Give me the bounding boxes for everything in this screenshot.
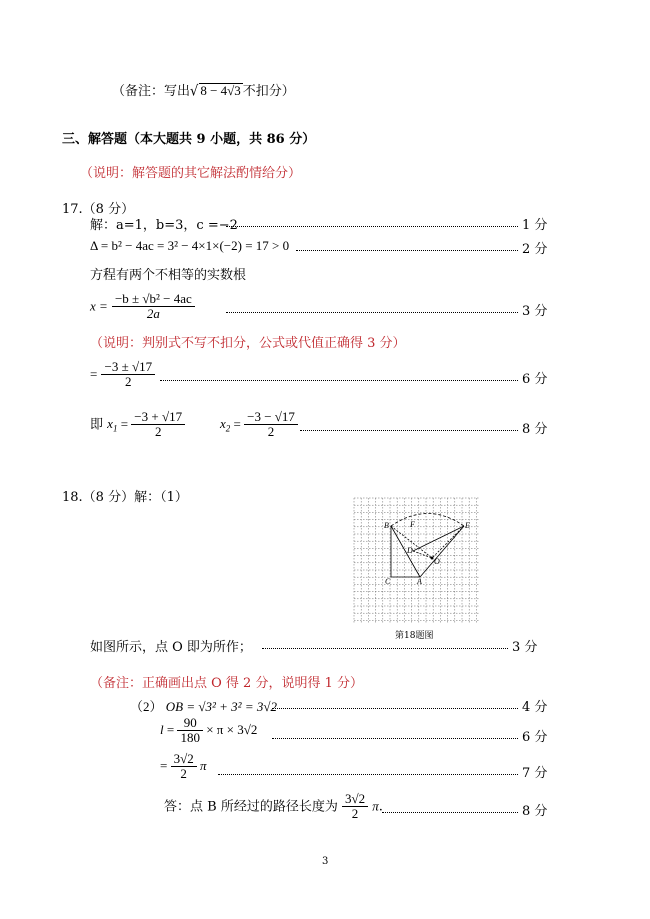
q17-roots: 即 $x_1$ = $\frac{-3 + √17}{2}$ xyxy=(90,410,185,440)
fig-label-e: E xyxy=(465,521,470,530)
fig-label-b: B xyxy=(384,521,389,530)
q17-score-3: 3 分 xyxy=(522,304,548,319)
fig-label-c: C xyxy=(385,577,391,586)
section-remark: （说明：解答题的其它解法酌情给分） xyxy=(80,166,302,181)
q17-line1: 解：a=1，b=3，c =−2 xyxy=(90,218,238,233)
fig-label-a: A xyxy=(417,577,422,586)
q17-score-1: 1 分 xyxy=(522,218,548,233)
q18-line1: 如图所示，点 O 即为所作； xyxy=(90,640,252,655)
q18-remark: （备注：正确画出点 O 得 2 分，说明得 1 分） xyxy=(90,676,363,691)
q18-score-2: 4 分 xyxy=(522,700,548,715)
q17-line3: 方程有两个不相等的实数根 xyxy=(90,268,247,283)
q18-answer: 答：点 B 所经过的路径长度为 $\frac{3√2}{2}$ π. xyxy=(164,791,383,822)
q18-ob: （2） OB = √3² + 3² = 3√2 xyxy=(130,699,277,714)
q18-score-1: 3 分 xyxy=(512,640,538,655)
q17-remark: （说明：判别式不写不扣分，公式或代值正确得 3 分） xyxy=(90,336,406,351)
fig-label-d: D xyxy=(407,546,413,555)
q18-score-4: 7 分 xyxy=(522,766,548,781)
q18-grid-figure xyxy=(352,496,482,626)
section-title: 三、解答题（本大题共 9 小题，共 86 分） xyxy=(62,132,316,147)
q18-score-5: 8 分 xyxy=(522,804,548,819)
q17-formula: x = $\frac{\text{−b ± √b² − 4ac}}{2a}$ xyxy=(90,292,195,322)
q17-line2: Δ = b² − 4ac = 3² − 4×1×(−2) = 17 > 0 xyxy=(90,238,290,253)
q17-line5: = $\frac{-3 \pm √17}{2}$ xyxy=(90,360,155,390)
q17-score-2: 2 分 xyxy=(522,242,548,257)
q18-header: 18.（8 分）解：（1） xyxy=(62,490,188,505)
q17-score-5: 8 分 xyxy=(522,422,548,437)
note-top: （备注：写出√ 8 − 4√3 不扣分） xyxy=(112,83,295,100)
q17-header: 17.（8 分） xyxy=(62,202,135,217)
q18-result: = $\frac{3√2}{2}$ π xyxy=(160,751,207,782)
page-number: 3 xyxy=(322,856,329,867)
fig-label-o: O xyxy=(434,557,440,566)
q17-root2: $x_2$ = $\frac{-3 - √17}{2}$ xyxy=(220,410,298,440)
q18-score-3: 6 分 xyxy=(522,730,548,745)
fig-label-f: F xyxy=(410,520,415,529)
q17-score-4: 6 分 xyxy=(522,372,548,387)
q18-arclength: l = $\frac{90}{180}$ × π × 3√2 xyxy=(160,715,258,746)
q18-figure-caption: 第18题图 xyxy=(395,631,434,641)
